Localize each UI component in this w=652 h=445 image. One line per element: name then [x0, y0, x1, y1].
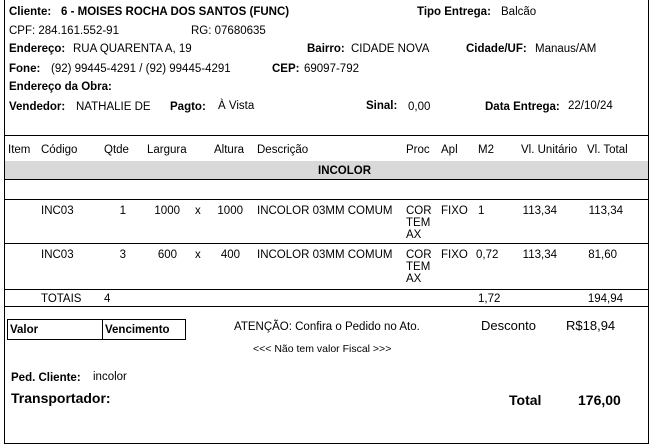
totals-rule [4, 289, 649, 290]
row-codigo: INC03 [41, 249, 74, 261]
row-proc-line-1: COR [406, 249, 432, 261]
pagto-label: Pagto: [170, 101, 206, 113]
col-altura: Altura [214, 144, 245, 156]
valor-box [7, 319, 103, 340]
cpf-text: CPF: 284.161.552-91 [9, 25, 119, 37]
row-proc-line-3: AX [406, 273, 422, 285]
sinal-value: 0,00 [408, 101, 431, 113]
col-apl: Apl [441, 144, 458, 156]
bairro-value: CIDADE NOVA [351, 43, 430, 55]
row-codigo: INC03 [41, 205, 74, 217]
group-band-rule [4, 179, 649, 180]
row-vl-total: 81,60 [588, 249, 617, 261]
col-proc: Proc [406, 144, 430, 156]
rg-text: RG: 07680635 [191, 25, 266, 37]
totais-label: TOTAIS [41, 293, 82, 305]
desconto-label: Desconto [481, 318, 536, 333]
cidade-value: Manaus/AM [535, 43, 597, 55]
endereco-value: RUA QUARENTA A, 19 [73, 43, 192, 55]
fone-value: (92) 99445-4291 / (92) 99445-4291 [51, 63, 231, 75]
row-qtde: 1 [119, 205, 126, 217]
row-proc-line-2: TEM [406, 261, 431, 273]
totais-m2: 1,72 [478, 293, 501, 305]
data-entrega-value: 22/10/24 [568, 100, 613, 112]
valor-label: Valor [10, 324, 39, 336]
row-vl-unitario: 113,34 [522, 249, 557, 261]
totais-qtde: 4 [104, 293, 111, 305]
row-descricao: INCOLOR 03MM COMUM [257, 205, 393, 217]
totals-bottom-rule [4, 306, 649, 307]
table-top-rule [4, 135, 649, 136]
row-apl: FIXO [441, 205, 468, 217]
cidade-label: Cidade/UF: [466, 43, 527, 55]
col-vl-total: Vl. Total [587, 144, 628, 156]
total-label: Total [509, 392, 542, 408]
row-largura: 1000 [154, 205, 180, 217]
col-largura: Largura [147, 144, 187, 156]
row-qtde: 3 [119, 249, 126, 261]
cep-label: CEP: [272, 63, 300, 75]
fone-label: Fone: [9, 63, 41, 75]
row-largura: 600 [157, 249, 177, 261]
col-m2: M2 [478, 144, 494, 156]
row-m2: 1 [478, 205, 485, 217]
row-rule-1 [4, 199, 649, 200]
row-vl-unitario: 113,34 [522, 205, 557, 217]
ped-cliente-label: Ped. Cliente: [11, 372, 81, 384]
row-vl-total: 113,34 [588, 205, 623, 217]
group-title: INCOLOR [318, 165, 372, 177]
col-codigo: Código [41, 144, 78, 156]
col-item: Item [8, 144, 31, 156]
totais-valor: 194,94 [587, 293, 623, 305]
obra-label: Endereço da Obra: [9, 81, 112, 93]
sinal-label: Sinal: [366, 100, 398, 112]
tipo-entrega-label: Tipo Entrega: [417, 6, 491, 18]
row-proc-line-2: TEM [406, 217, 431, 229]
desconto-value: R$18,94 [566, 318, 616, 333]
col-descricao: Descrição [257, 144, 309, 156]
row-proc-line-3: AX [406, 229, 422, 241]
data-entrega-label: Data Entrega: [485, 101, 560, 113]
cep-value: 69097-792 [304, 63, 359, 75]
vencimento-box [102, 319, 186, 340]
atencao-text: ATENÇÃO: Confira o Pedido no Ato. [234, 321, 420, 333]
cliente-label: Cliente: [9, 6, 52, 18]
vendedor-value: NATHALIE DE [76, 101, 151, 113]
transportador-label: Transportador: [11, 390, 111, 406]
row-altura: 1000 [217, 205, 243, 217]
fiscal-text: <<< Não tem valor Fiscal >>> [253, 343, 392, 355]
endereco-label: Endereço: [9, 43, 66, 55]
tipo-entrega-value: Balcão [501, 6, 537, 18]
row-x: x [195, 205, 201, 217]
row-apl: FIXO [441, 249, 468, 261]
col-qtde: Qtde [104, 144, 129, 156]
row-rule-2 [4, 243, 649, 244]
bairro-label: Bairro: [307, 43, 345, 55]
vencimento-label: Vencimento [105, 324, 170, 336]
row-proc-line-1: COR [406, 205, 432, 217]
pagto-value: À Vista [218, 100, 255, 112]
col-vl-unitario: Vl. Unitário [521, 144, 578, 156]
row-m2: 0,72 [476, 249, 499, 261]
row-x: x [195, 249, 201, 261]
total-value: 176,00 [578, 392, 621, 408]
row-altura: 400 [220, 249, 240, 261]
row-descricao: INCOLOR 03MM COMUM [257, 249, 393, 261]
cliente-value: 6 - MOISES ROCHA DOS SANTOS (FUNC) [61, 6, 290, 18]
ped-cliente-value: incolor [93, 371, 127, 383]
vendedor-label: Vendedor: [9, 101, 66, 113]
